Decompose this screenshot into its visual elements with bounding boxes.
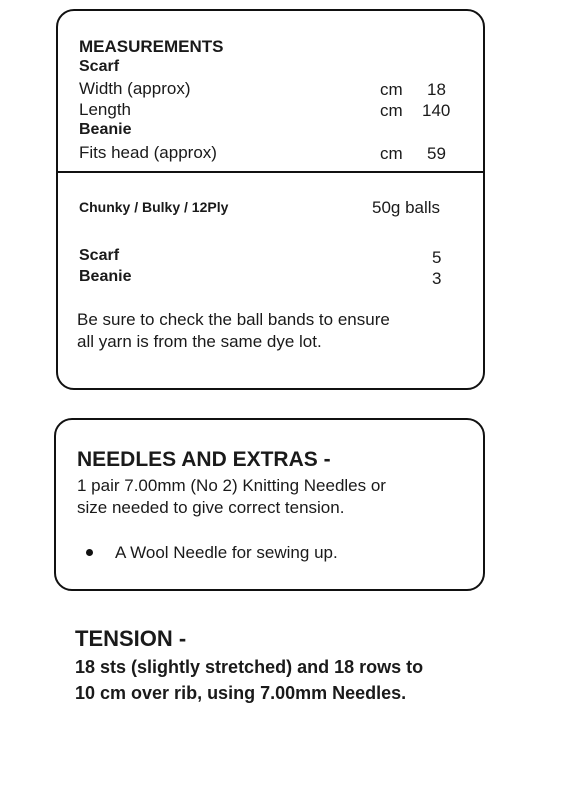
width-value: 18 <box>427 80 446 99</box>
section-divider <box>58 171 483 173</box>
measurements-heading: MEASUREMENTS <box>79 37 224 56</box>
fits-head-unit: cm <box>380 144 403 163</box>
fits-head-value: 59 <box>427 144 446 163</box>
dye-lot-note-line2: all yarn is from the same dye lot. <box>77 332 322 351</box>
length-value: 140 <box>422 101 451 120</box>
length-unit: cm <box>380 101 403 120</box>
wool-needle-item: A Wool Needle for sewing up. <box>115 543 338 562</box>
ball-size: 50g balls <box>372 198 441 217</box>
length-label: Length <box>79 100 131 119</box>
bullet-icon <box>86 549 93 556</box>
fits-head-label: Fits head (approx) <box>79 143 217 162</box>
needles-line1: 1 pair 7.00mm (No 2) Knitting Needles or <box>77 476 386 495</box>
width-label: Width (approx) <box>79 79 191 98</box>
needles-heading: NEEDLES AND EXTRAS - <box>77 448 331 471</box>
tension-line2: 10 cm over rib, using 7.00mm Needles. <box>75 683 407 703</box>
needles-line2: size needed to give correct tension. <box>77 498 345 517</box>
tension-heading: TENSION - <box>75 626 187 651</box>
yarn-item-beanie: Beanie <box>79 268 132 285</box>
width-unit: cm <box>380 80 403 99</box>
tension-line1: 18 sts (slightly stretched) and 18 rows to <box>75 657 424 677</box>
yarn-type: Chunky / Bulky / 12Ply <box>79 199 229 215</box>
yarn-item-scarf: Scarf <box>79 247 120 264</box>
yarn-qty-beanie: 3 <box>432 269 442 288</box>
beanie-label: Beanie <box>79 121 132 138</box>
yarn-qty-scarf: 5 <box>432 248 442 267</box>
dye-lot-note-line1: Be sure to check the ball bands to ensure <box>77 310 390 329</box>
scarf-label: Scarf <box>79 58 120 75</box>
